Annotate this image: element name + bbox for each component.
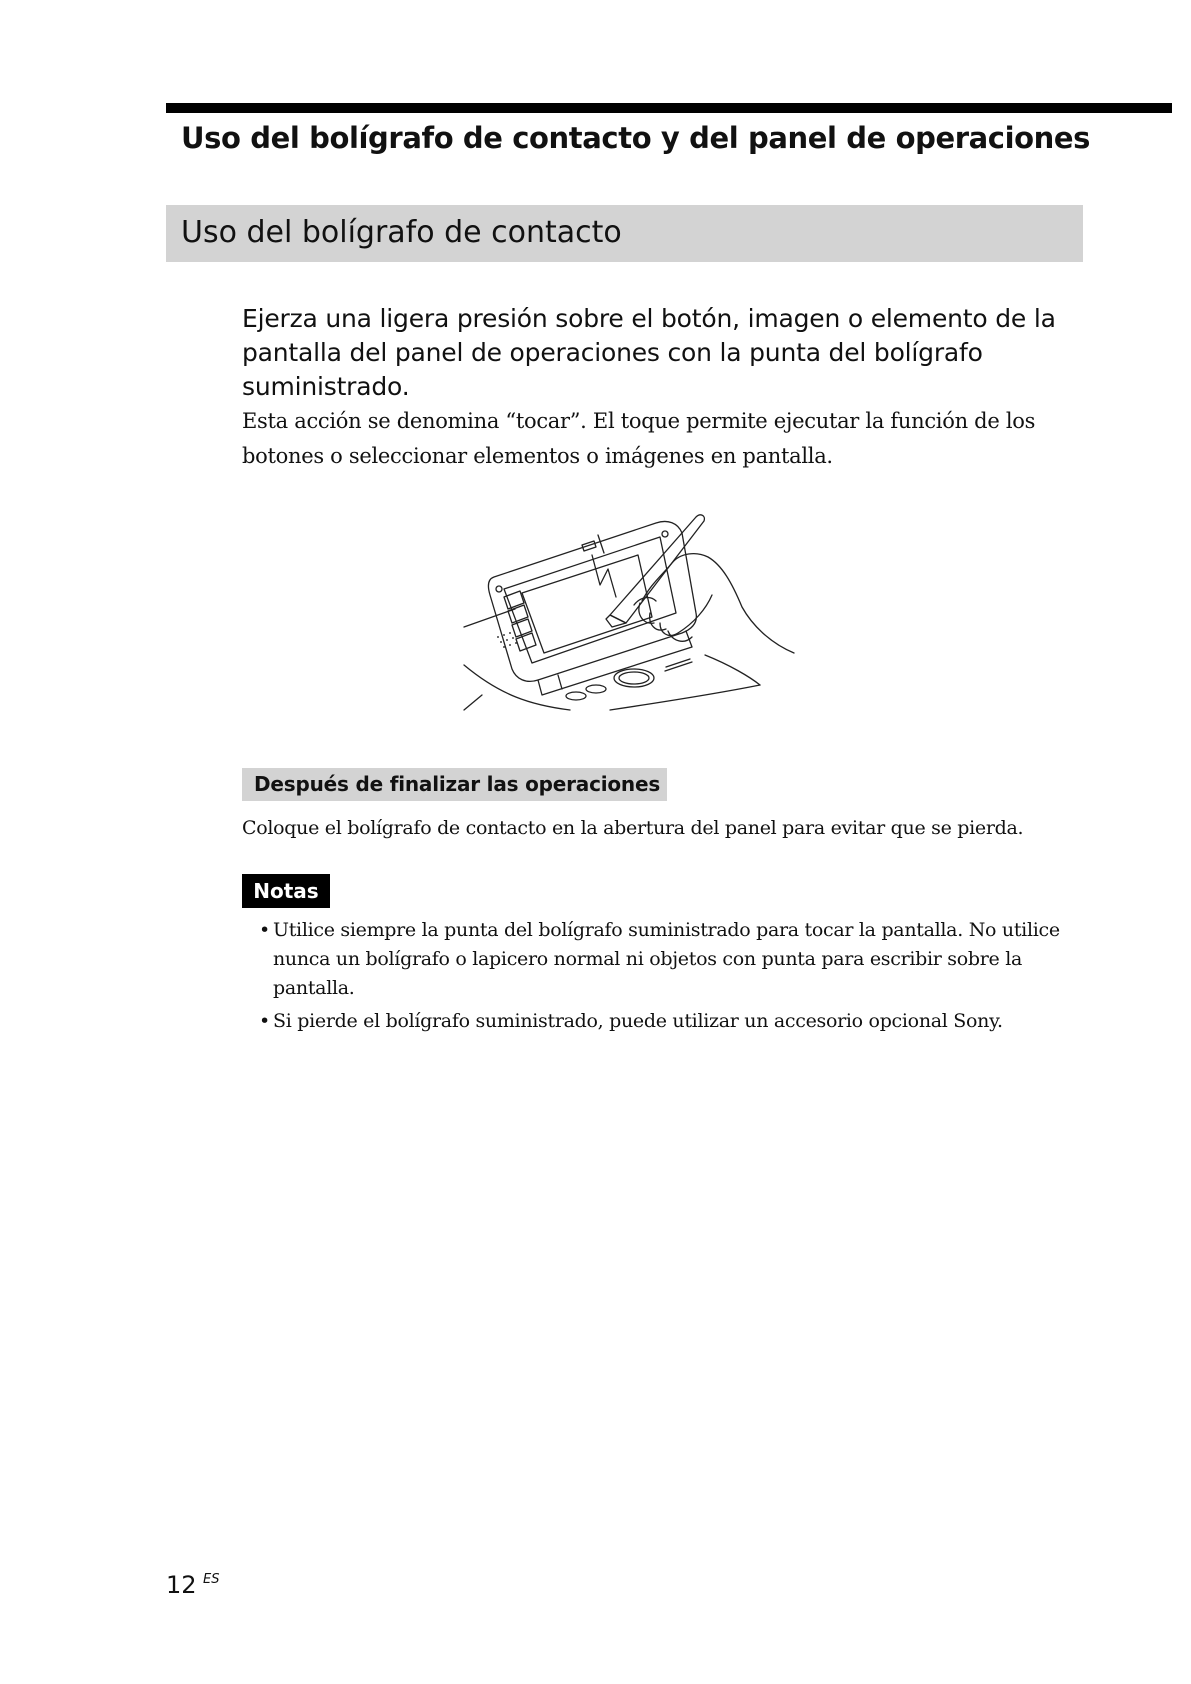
instruction-text: Ejerza una ligera presión sobre el botón, imagen o elemento de la pantalla del panel de operaciones con la punta del bolígrafo suministrado. — [242, 304, 1056, 401]
note-item — [259, 1007, 1099, 1036]
after-operations-text: Coloque el bolígrafo de contacto en la abertura del panel para evitar que se pierda. — [242, 817, 1024, 839]
note-item — [259, 916, 1099, 1003]
notes-list — [259, 916, 1099, 1036]
bullet-icon: • — [259, 919, 270, 941]
touch-pen-illustration — [460, 505, 835, 715]
note-text: Si pierde el bolígrafo suministrado, puede utilizar un accesorio opcional Sony. — [273, 1010, 1003, 1032]
bullet-icon: • — [259, 1010, 270, 1032]
page-language: ES — [203, 1572, 220, 1587]
chapter-rule — [166, 103, 1172, 113]
section-title: Uso del bolígrafo de contacto — [181, 215, 622, 250]
note-text: Utilice siempre la punta del bolígrafo suministrado para tocar la pantalla. No utilice nunca un bolígrafo o lapicero normal ni objetos con punta para escribir sobre la pantalla. — [273, 919, 1060, 999]
after-operations-heading: Después de finalizar las operaciones — [254, 772, 661, 796]
notes-label: Notas — [242, 874, 330, 908]
page-number: 12 — [166, 1571, 197, 1599]
chapter-title: Uso del bolígrafo de contacto y del panel de operaciones — [181, 121, 1091, 155]
explanation-text: Esta acción se denomina “tocar”. El toque permite ejecutar la función de los botones o seleccionar elementos o imágenes en pantalla. — [242, 409, 1036, 468]
